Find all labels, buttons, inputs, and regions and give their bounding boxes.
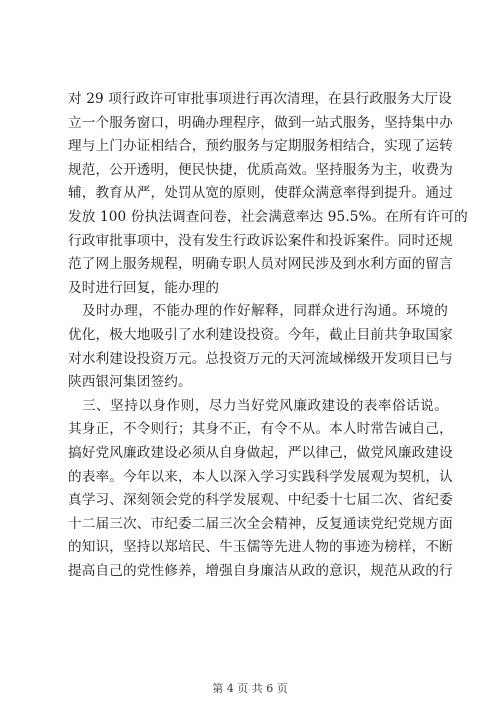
text-line: 陕西银河集团签约。 xyxy=(68,374,192,391)
text-line: 十二届三次、市纪委二届三次全会精神，反复通读党纪党规方面 xyxy=(68,515,453,532)
text-line: 对 29 项行政许可审批事项进行再次清理，在县行政服务大厅设 xyxy=(68,91,452,107)
text-line: 立一个服务窗口，明确办理程序，做到一站式服务，坚持集中办 xyxy=(68,114,453,131)
text-line: 辅，教育从严，处罚从宽的原则，使群众满意率得到提升。通过 xyxy=(68,185,453,202)
text-line: 提高自己的党性修养，增强自身廉洁从政的意识，规范从政的行 xyxy=(68,562,453,579)
text-line: 及时进行回复，能办理的 xyxy=(68,279,220,296)
text-line: 的表率。今年以来，本人以深入学习实践科学发展观为契机，认 xyxy=(68,468,453,485)
page-number-footer: 第 4 页 共 6 页 xyxy=(212,682,288,695)
text-line: 对水利建设投资万元。总投资万元的天河流域梯级开发项目已与 xyxy=(68,350,453,367)
text-line: 真学习、深刻领会党的科学发展观、中纪委十七届二次、省纪委 xyxy=(68,492,453,509)
text-line: 优化，极大地吸引了水利建设投资。今年，截止目前共争取国家 xyxy=(68,326,453,343)
text-line: 的知识，坚持以郑培民、牛玉儒等先进人物的事迹为榜样，不断 xyxy=(68,539,453,556)
text-line: 范了网上服务规程，明确专职人员对网民涉及到水利方面的留言 xyxy=(68,256,453,273)
text-line: 搞好党风廉政建设必须从自身做起，严以律己，做党风廉政建设 xyxy=(68,444,453,461)
text-line: 发放 100 份执法调查问卷，社会满意率达 95.5%。在所有许可的 xyxy=(68,208,468,225)
text-line: 行政审批事项中，没有发生行政诉讼案件和投诉案件。同时还规 xyxy=(68,232,453,249)
text-line: 规范，公开透明，便民快捷，优质高效。坚持服务为主，收费为 xyxy=(68,161,453,178)
document-body xyxy=(68,88,468,583)
text-line: 理与上门办证相结合，预约服务与定期服务相结合，实现了运转 xyxy=(68,138,453,155)
paragraph-start-line: 及时办理，不能办理的作好解释，同群众进行沟通。环境的 xyxy=(82,303,448,320)
section-heading-line: 三、坚持以身作则，尽力当好党风廉政建设的表率俗话说。 xyxy=(82,397,448,414)
text-line: 其身正，不令则行；其身不正，有令不从。本人时常告诫自己， xyxy=(68,421,453,438)
